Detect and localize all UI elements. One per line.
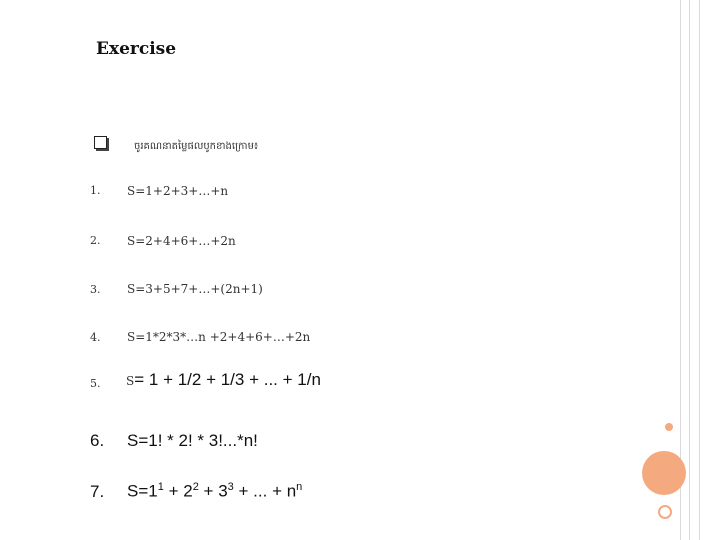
item-row — [90, 481, 302, 502]
item-row — [90, 431, 258, 451]
formula-exponent: n — [296, 481, 303, 493]
item-number: 2. — [90, 234, 101, 247]
formula-prefix: S — [126, 374, 135, 388]
formula-part: S=1 — [127, 481, 158, 501]
decorative-line — [699, 0, 700, 540]
slide-title: Exercise — [96, 39, 177, 59]
formula-body: = 1 + 1/2 + 1/3 + ... + 1/n — [134, 370, 321, 389]
item-formula: S=2+4+6+…+2n — [127, 234, 236, 248]
item-number: 3. — [90, 283, 101, 296]
formula-exponent: 1 — [157, 481, 164, 493]
decorative-circle — [642, 451, 686, 495]
checkbox-bullet-icon — [94, 136, 107, 149]
item-number: 6. — [90, 431, 105, 450]
formula-part: + 2 — [163, 481, 193, 501]
decorative-ring — [658, 505, 672, 519]
formula-exponent: 2 — [192, 481, 199, 493]
item-formula: S=3+5+7+…+(2n+1) — [127, 282, 263, 296]
formula-exponent: 3 — [227, 481, 234, 493]
item-number: 7. — [90, 481, 105, 501]
item-number: 5. — [90, 377, 101, 390]
decorative-right-border — [680, 0, 720, 540]
item-formula — [126, 370, 321, 390]
item-number: 1. — [90, 184, 101, 197]
formula-part: + ... + n — [233, 481, 297, 501]
item-number: 4. — [90, 331, 101, 344]
item-formula: S=1! * 2! * 3!...*n! — [127, 431, 258, 450]
item-formula: S=1*2*3*…n +2+4+6+…+2n — [127, 330, 311, 344]
decorative-dot — [665, 423, 673, 431]
decorative-line — [689, 0, 690, 540]
formula-part: + 3 — [198, 481, 228, 501]
item-formula: S=1+2+3+…+n — [127, 184, 229, 198]
exercise-prompt: ចូរគណនាតម្លៃផលបូកខាងក្រោម៖ — [134, 141, 259, 152]
